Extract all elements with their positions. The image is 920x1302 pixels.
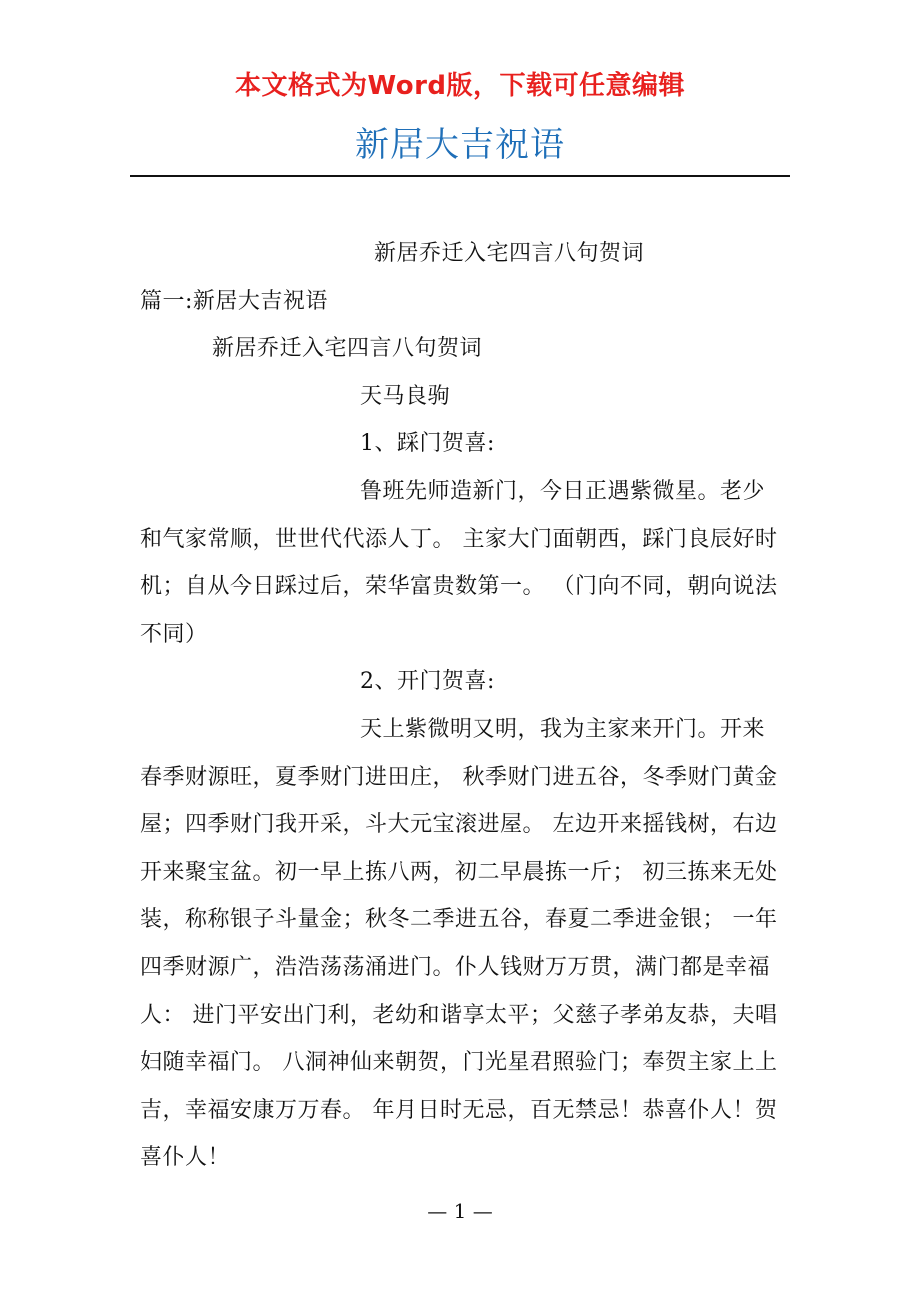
title-divider <box>130 175 790 177</box>
subtitle: 新居乔迁入宅四言八句贺词 <box>212 336 483 362</box>
page-number: — 1 — <box>427 1199 493 1223</box>
section-heading: 新居乔迁入宅四言八句贺词 <box>374 241 645 266</box>
format-notice-banner: 本文格式为Word版，下载可任意编辑 <box>234 71 686 101</box>
paragraph-body-1: 鲁班先师造新门，今日正遇紫微星。老少和气家常顺，世世代代添人丁。 主家大门面朝西，踩门良辰好时机；自从今日踩过后，荣华富贵数第一。 （门向不同，朝向说法不同） <box>140 478 778 647</box>
item-heading-2: 2、开门贺喜: <box>360 669 495 695</box>
paragraph-body-2: 天上紫微明又明，我为主家来开门。开来春季财源旺，夏季财门进田庄， 秋季财门进五谷，冬季财门黄金屋；四季财门我开采，斗大元宝滚进屋。 左边开来摇钱树，右边开来聚宝盆。初一早上拣八两，初二早晨拣一斤； 初三拣来无处装，称称银子斗量金；秋冬二季进五谷，春夏二季进金银； 一年四季财源广，浩浩荡荡涌进门。仆人钱财万万贯，满门都是幸福人： 进门平安出门利，老幼和谐享太平；父慈子孝弟友恭，夫唱妇随幸福门。 八洞神仙来朝贺，门光星君照验门；奉贺主家上上吉，幸福安康万万春。 年月日时无忌，百无禁忌！恭喜仆人！贺喜仆人！ <box>140 716 778 1171</box>
author-line: 天马良驹 <box>360 383 451 409</box>
chapter-heading: 篇一:新居大吉祝语 <box>140 288 328 314</box>
document-body <box>140 230 786 1182</box>
document-title: 新居大吉祝语 <box>355 125 565 165</box>
item-heading-1: 1、踩门贺喜: <box>360 431 495 457</box>
